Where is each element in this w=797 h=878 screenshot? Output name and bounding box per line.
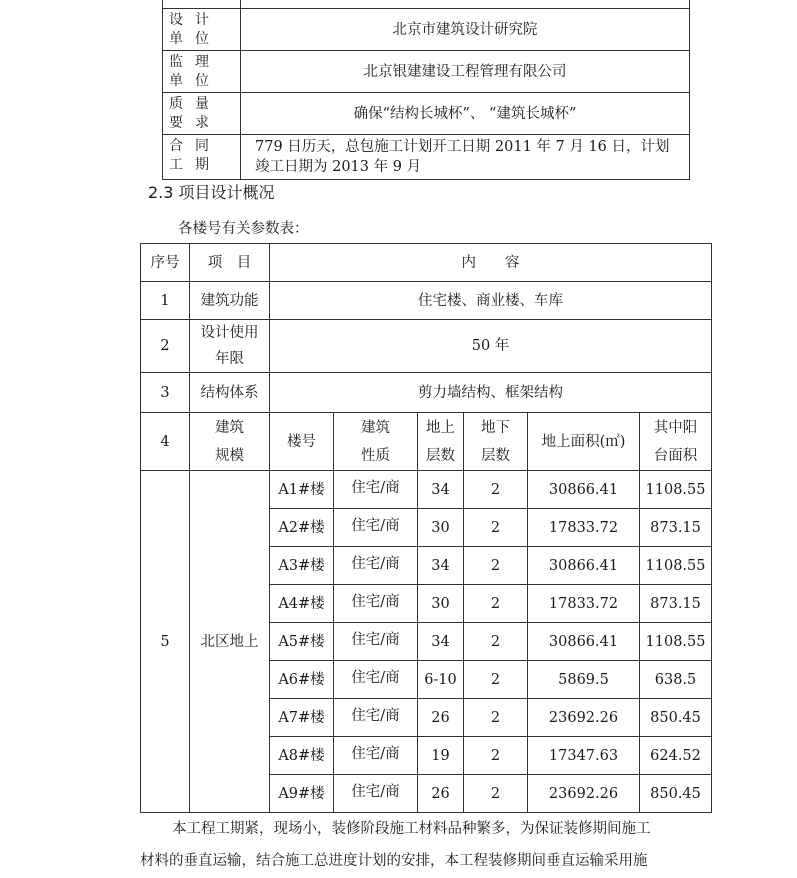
row-content: 50 年: [270, 320, 712, 373]
floors-below-cell: 2: [464, 661, 528, 699]
building-type-text: 住宅/商: [351, 518, 400, 534]
floors-above-cell: 26: [418, 699, 464, 737]
project-info-table: [162, 0, 690, 180]
floors-above-cell: 19: [418, 737, 464, 775]
floors-below-cell: 2: [464, 585, 528, 623]
balcony-area-cell: 1108.55: [640, 471, 712, 509]
area-cell: 23692.26: [528, 775, 640, 813]
building-type-text: 住宅/商: [351, 556, 400, 572]
area-cell: 5869.5: [528, 661, 640, 699]
floors-below-cell: 2: [464, 623, 528, 661]
building-type-cell: [334, 775, 418, 813]
building-type-text: 住宅/商: [351, 746, 400, 762]
row-no: 1: [141, 282, 190, 320]
building-type-text: 住宅/商: [351, 670, 400, 686]
area-cell: 30866.41: [528, 471, 640, 509]
balcony-area-cell: 873.15: [640, 585, 712, 623]
header-content: 内 容: [270, 244, 712, 282]
row-item: 建筑规模: [190, 413, 270, 471]
balcony-area-cell: 873.15: [640, 509, 712, 547]
table-row: [141, 413, 712, 471]
table-row: [141, 373, 712, 413]
info-label: [163, 0, 241, 9]
paragraph-line-1: 本工程工期紧，现场小，装修阶段施工材料品种繁多，为保证装修期间施工: [172, 821, 651, 837]
area-cell: 17833.72: [528, 585, 640, 623]
table-row: [141, 320, 712, 373]
building-type-cell: [334, 699, 418, 737]
col-header-floors-below: 地下层数: [464, 413, 528, 471]
info-label: 监理单位: [163, 51, 241, 93]
building-name-cell: A3#楼: [270, 547, 334, 585]
row-content: 住宅楼、商业楼、车库: [270, 282, 712, 320]
row-item: 建筑功能: [190, 282, 270, 320]
floors-above-cell: 26: [418, 775, 464, 813]
info-value: 779 日历天，总包施工计划开工日期 2011 年 7 月 16 日，计划竣工日期为 2013 年 9 月: [241, 135, 690, 180]
building-name-cell: A2#楼: [270, 509, 334, 547]
table-row: [163, 51, 690, 93]
building-type-cell: [334, 547, 418, 585]
building-type-cell: [334, 509, 418, 547]
floors-below-cell: 2: [464, 699, 528, 737]
building-type-cell: [334, 623, 418, 661]
table-row: [163, 0, 690, 9]
balcony-area-cell: 1108.55: [640, 623, 712, 661]
building-type-cell: [334, 661, 418, 699]
col-header-building: 楼号: [270, 413, 334, 471]
header-no: 序号: [141, 244, 190, 282]
row-item: 北区地上: [190, 471, 270, 813]
row-no: 4: [141, 413, 190, 471]
info-label: 设计单位: [163, 9, 241, 51]
area-cell: 30866.41: [528, 623, 640, 661]
building-name-cell: A5#楼: [270, 623, 334, 661]
balcony-area-cell: 624.52: [640, 737, 712, 775]
row-no: 3: [141, 373, 190, 413]
floors-above-cell: 30: [418, 585, 464, 623]
building-type-text: 住宅/商: [351, 784, 400, 800]
col-header-area: 地上面积(㎡): [528, 413, 640, 471]
building-name-cell: A8#楼: [270, 737, 334, 775]
balcony-area-cell: 850.45: [640, 699, 712, 737]
row-content: 剪力墙结构、框架结构: [270, 373, 712, 413]
building-parameter-table: [140, 243, 712, 813]
floors-above-cell: 6-10: [418, 661, 464, 699]
floors-below-cell: 2: [464, 775, 528, 813]
building-type-text: 住宅/商: [351, 632, 400, 648]
floors-above-cell: 34: [418, 623, 464, 661]
building-type-text: 住宅/商: [351, 594, 400, 610]
floors-above-cell: 34: [418, 471, 464, 509]
building-type-text: 住宅/商: [351, 708, 400, 724]
building-type-cell: [334, 585, 418, 623]
table-row: [141, 282, 712, 320]
building-name-cell: A4#楼: [270, 585, 334, 623]
building-name-cell: A9#楼: [270, 775, 334, 813]
row-item: 设计使用年限: [190, 320, 270, 373]
table-header-row: [141, 244, 712, 282]
area-cell: 30866.41: [528, 547, 640, 585]
info-value: 确保“结构长城杯”、 “建筑长城杯”: [241, 93, 690, 135]
building-rows: [141, 471, 712, 813]
table-intro: 各楼号有关参数表：: [178, 221, 309, 237]
building-name-cell: A1#楼: [270, 471, 334, 509]
info-value: [241, 0, 690, 9]
floors-above-cell: 34: [418, 547, 464, 585]
balcony-area-cell: 638.5: [640, 661, 712, 699]
section-heading: 2.3 项目设计概况: [148, 183, 275, 202]
table-row: [163, 93, 690, 135]
area-cell: 23692.26: [528, 699, 640, 737]
info-value: 北京市建筑设计研究院: [241, 9, 690, 51]
col-header-type: 建筑性质: [334, 413, 418, 471]
building-name-cell: A7#楼: [270, 699, 334, 737]
table-row: [163, 9, 690, 51]
building-type-cell: [334, 471, 418, 509]
floors-below-cell: 2: [464, 547, 528, 585]
info-label: 质量要求: [163, 93, 241, 135]
row-item: 结构体系: [190, 373, 270, 413]
floors-above-cell: 30: [418, 509, 464, 547]
row-no: 2: [141, 320, 190, 373]
table-row: [141, 471, 712, 509]
col-header-floors-above: 地上层数: [418, 413, 464, 471]
row-no: 5: [141, 471, 190, 813]
balcony-area-cell: 850.45: [640, 775, 712, 813]
paragraph-line-2: 材料的垂直运输，结合施工总进度计划的安排，本工程装修期间垂直运输采用施: [140, 853, 648, 869]
floors-below-cell: 2: [464, 509, 528, 547]
info-value: 北京银建建设工程管理有限公司: [241, 51, 690, 93]
floors-below-cell: 2: [464, 737, 528, 775]
area-cell: 17833.72: [528, 509, 640, 547]
floors-below-cell: 2: [464, 471, 528, 509]
building-name-cell: A6#楼: [270, 661, 334, 699]
table-row: [163, 135, 690, 180]
building-type-cell: [334, 737, 418, 775]
col-header-balcony: 其中阳台面积: [640, 413, 712, 471]
area-cell: 17347.63: [528, 737, 640, 775]
info-label: 合同工期: [163, 135, 241, 180]
header-item: 项 目: [190, 244, 270, 282]
building-type-text: 住宅/商: [351, 480, 400, 496]
balcony-area-cell: 1108.55: [640, 547, 712, 585]
